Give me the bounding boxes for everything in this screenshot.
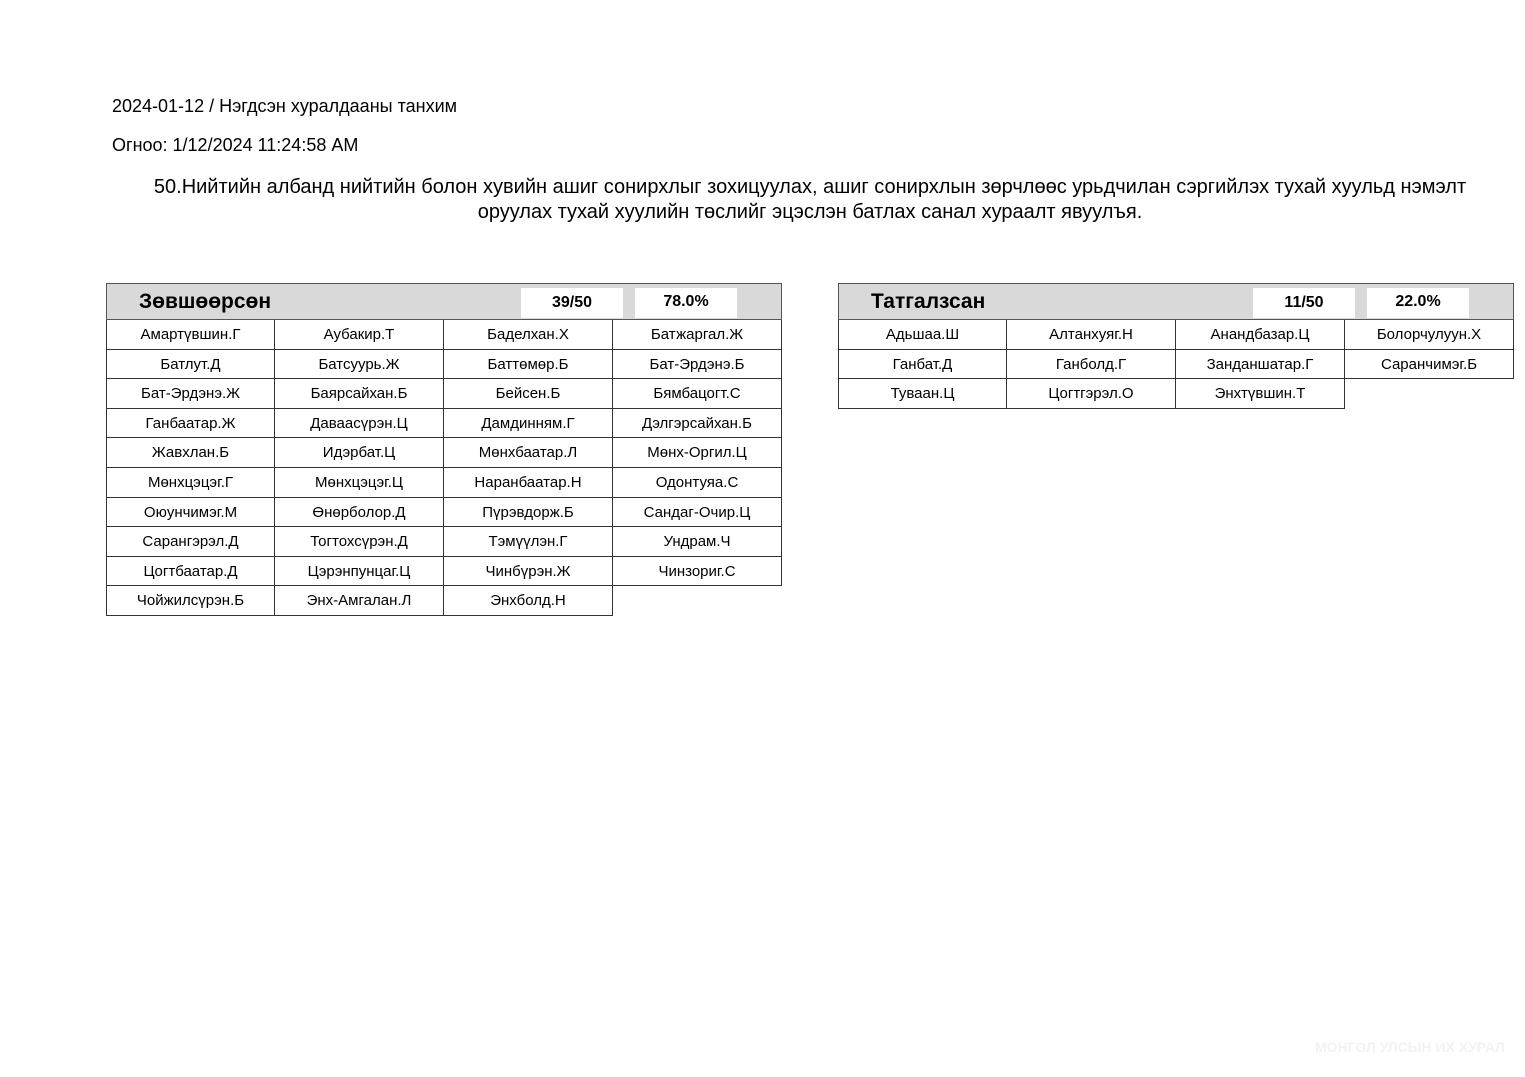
no-member-cell: Анандбазар.Ц <box>1176 320 1345 350</box>
yes-member-cell: Энх-Амгалан.Л <box>275 586 444 616</box>
yes-member-cell: Дамдинням.Г <box>444 409 613 439</box>
no-panel <box>838 283 1514 409</box>
yes-member-cell: Бямбацогт.С <box>613 379 782 409</box>
yes-member-cell: Дэлгэрсайхан.Б <box>613 409 782 439</box>
session-line: 2024-01-12 / Нэгдсэн хуралдааны танхим <box>112 96 457 116</box>
yes-member-cell: Чинбүрэн.Ж <box>444 557 613 587</box>
no-label: Татгалзсан <box>871 290 986 313</box>
yes-panel <box>106 283 782 616</box>
yes-header <box>106 283 782 320</box>
yes-member-cell: Бат-Эрдэнэ.Б <box>613 350 782 380</box>
yes-member-cell: Ундрам.Ч <box>613 527 782 557</box>
yes-member-cell: Цогтбаатар.Д <box>106 557 275 587</box>
yes-member-cell: Одонтуяа.С <box>613 468 782 498</box>
watermark: МОНГОЛ УЛСЫН ИХ ХУРАЛ <box>1314 1039 1505 1055</box>
no-member-cell: Занданшатар.Г <box>1176 350 1345 380</box>
yes-member-cell: Аубакир.Т <box>275 320 444 350</box>
yes-member-cell: Баярсайхан.Б <box>275 379 444 409</box>
yes-member-cell: Тэмүүлэн.Г <box>444 527 613 557</box>
yes-member-cell: Батсуурь.Ж <box>275 350 444 380</box>
yes-label: Зөвшөөрсөн <box>139 290 272 313</box>
no-member-cell: Саранчимэг.Б <box>1345 350 1514 380</box>
yes-member-cell: Өнөрболор.Д <box>275 498 444 528</box>
yes-member-cell: Идэрбат.Ц <box>275 438 444 468</box>
no-percent: 22.0% <box>1367 288 1469 318</box>
yes-member-cell: Пүрэвдорж.Б <box>444 498 613 528</box>
yes-member-cell: Мөнх-Оргил.Ц <box>613 438 782 468</box>
motion-title: 50.Нийтийн албанд нийтийн болон хувийн ашиг сонирхлыг зохицуулах, ашиг сонирхлын зөрчлөөс урьдчилан сэргийлэх тухай хуульд нэмэлт оруулах тухай хуулийн төслийг эцэслэн батлах санал хураалт явуулъя. <box>153 176 1467 223</box>
yes-member-cell: Тогтохсүрэн.Д <box>275 527 444 557</box>
yes-member-cell: Бат-Эрдэнэ.Ж <box>106 379 275 409</box>
yes-members-grid <box>106 320 782 616</box>
yes-member-cell: Даваасүрэн.Ц <box>275 409 444 439</box>
yes-member-cell: Баделхан.Х <box>444 320 613 350</box>
no-member-cell: Энхтүвшин.Т <box>1176 379 1345 409</box>
yes-member-cell: Сандаг-Очир.Ц <box>613 498 782 528</box>
no-member-cell: Алтанхуяг.Н <box>1007 320 1176 350</box>
yes-member-cell: Мөнхцэцэг.Ц <box>275 468 444 498</box>
yes-member-cell: Оюунчимэг.М <box>106 498 275 528</box>
no-header <box>838 283 1514 320</box>
yes-member-cell: Цэрэнпунцаг.Ц <box>275 557 444 587</box>
no-member-cell: Болорчулуун.Х <box>1345 320 1514 350</box>
no-member-cell: Ганболд.Г <box>1007 350 1176 380</box>
yes-member-cell: Баттөмөр.Б <box>444 350 613 380</box>
yes-member-cell: Ганбаатар.Ж <box>106 409 275 439</box>
yes-member-cell: Наранбаатар.Н <box>444 468 613 498</box>
no-member-cell: Туваан.Ц <box>838 379 1007 409</box>
yes-member-cell: Сарангэрэл.Д <box>106 527 275 557</box>
yes-count: 39/50 <box>521 288 623 318</box>
yes-member-cell: Амартүвшин.Г <box>106 320 275 350</box>
yes-member-cell: Батлут.Д <box>106 350 275 380</box>
no-count: 11/50 <box>1253 288 1355 318</box>
yes-member-cell: Жавхлан.Б <box>106 438 275 468</box>
yes-member-cell: Батжаргал.Ж <box>613 320 782 350</box>
no-member-cell: Ганбат.Д <box>838 350 1007 380</box>
yes-member-cell: Чойжилсүрэн.Б <box>106 586 275 616</box>
yes-member-cell: Мөнхбаатар.Л <box>444 438 613 468</box>
yes-member-cell: Чинзориг.С <box>613 557 782 587</box>
no-member-cell: Цогтгэрэл.О <box>1007 379 1176 409</box>
yes-member-cell: Энхболд.Н <box>444 586 613 616</box>
yes-member-cell: Мөнхцэцэг.Г <box>106 468 275 498</box>
no-member-cell: Адьшаа.Ш <box>838 320 1007 350</box>
date-line: Огноо: 1/12/2024 11:24:58 AM <box>112 135 359 155</box>
no-members-grid <box>838 320 1514 409</box>
yes-member-cell: Бейсен.Б <box>444 379 613 409</box>
yes-percent: 78.0% <box>635 288 737 318</box>
